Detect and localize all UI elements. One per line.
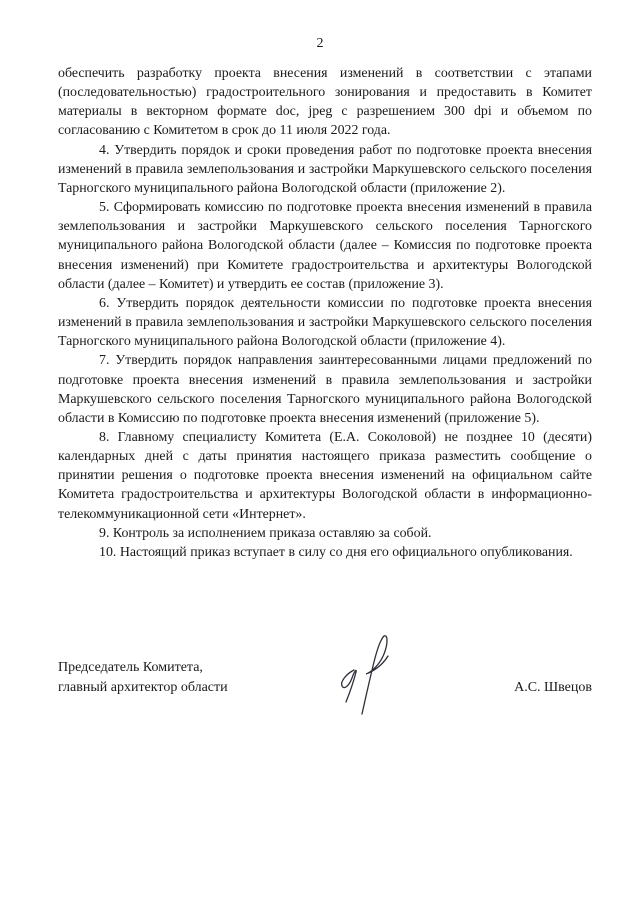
- signer-title-line-1: Председатель Комитета,: [58, 660, 203, 675]
- paragraph-3-continuation: обеспечить разработку проекта внесения изменений в соответствии с этапами (последовательностью) градостроительного зонирования и предоставить в Комитет материалы в векторном формате doc, jpeg с разрешением 300 dpi и объемом по согласованию с Комитетом в срок до 11 июля 2022 года.: [58, 66, 592, 139]
- paragraph-5: 5. Сформировать комиссию по подготовке проекта внесения изменений в правила землепользования и застройки Маркушевского сельского поселения Тарногского муниципального района Вологодской области (далее – Комиссия по подготовке проекта внесения изменений) при Комитете градостроительства и архитектуры Вологодской области (далее – Комитет) и утвердить ее состав (приложение 3).: [58, 200, 592, 292]
- signer-title: [58, 658, 592, 697]
- paragraph-7: 7. Утвердить порядок направления заинтересованными лицами предложений по подготовке проекта внесения изменений в правила землепользования и застройки Маркушевского сельского поселения Тарногского муниципального района Вологодской области в Комиссию по подготовке проекта внесения изменений (приложение 5).: [58, 353, 592, 426]
- handwritten-signature: [336, 632, 400, 716]
- signature-block: [58, 658, 592, 697]
- page-number: 2: [316, 36, 324, 51]
- paragraph-4: 4. Утвердить порядок и сроки проведения работ по подготовке проекта внесения изменений в правила землепользования и застройки Маркушевского сельского поселения Тарногского муниципального района Вологодской области (приложение 2).: [58, 142, 592, 196]
- paragraph-8: 8. Главному специалисту Комитета (Е.А. Соколовой) не позднее 10 (десяти) календарных дней с даты принятия настоящего приказа разместить сообщение о принятии решения о подготовке проекта внесения изменений на официальном сайте Комитета градостроительства и архитектуры Вологодской области в информационно-телекоммуникационной сети «Интернет».: [58, 429, 592, 522]
- signer-title-line-2: главный архитектор области: [58, 679, 228, 695]
- signer-name: А.С. Швецов: [514, 680, 592, 695]
- paragraph-6: 6. Утвердить порядок деятельности комиссии по подготовке проекта внесения изменений в правила землепользования и застройки Маркушевского сельского поселения Тарногского муниципального района Вологодской области (приложение 4).: [58, 295, 592, 350]
- paragraph-9: 9. Контроль за исполнением приказа оставляю за собой.: [99, 525, 432, 541]
- document-body: [58, 64, 592, 562]
- paragraph-10: 10. Настоящий приказ вступает в силу со дня его официального опубликования.: [99, 544, 573, 560]
